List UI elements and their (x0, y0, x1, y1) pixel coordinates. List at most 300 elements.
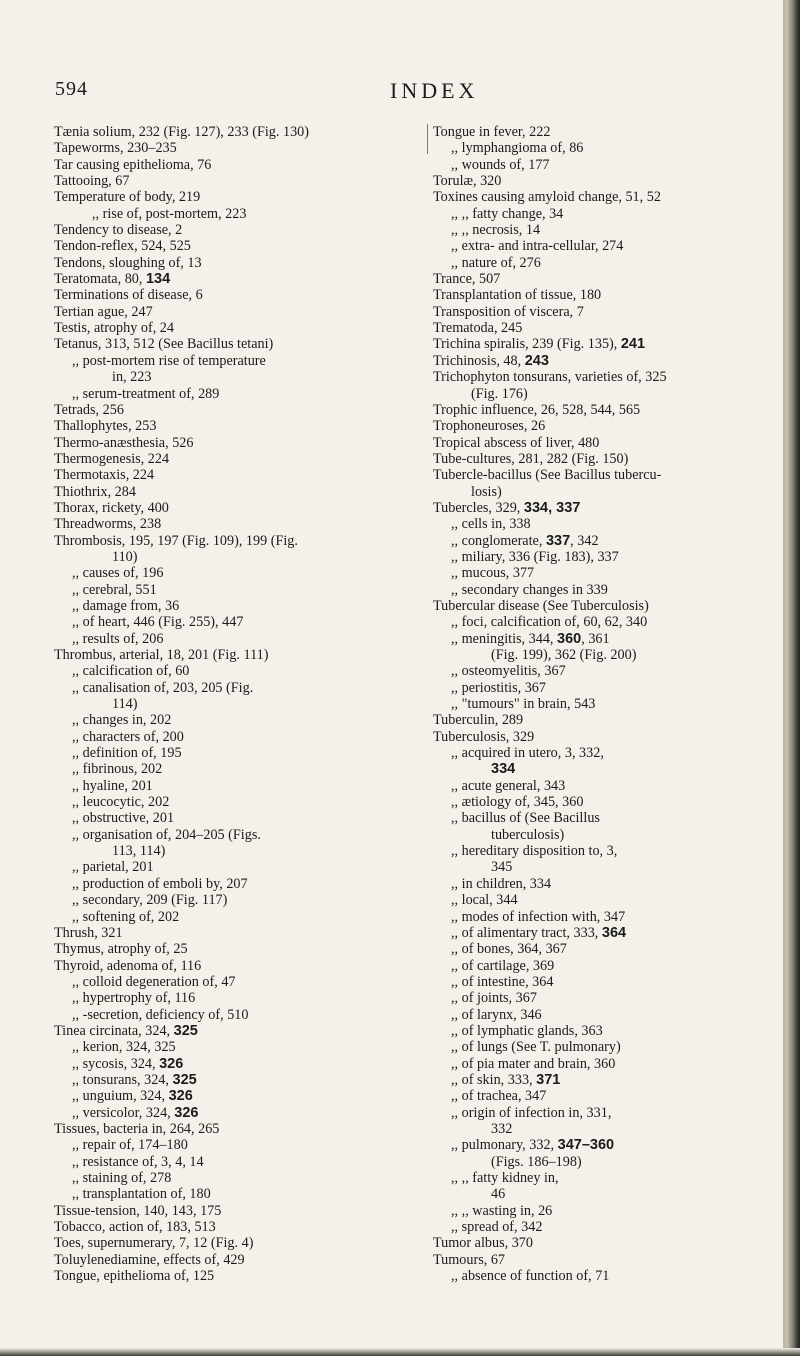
index-entry (433, 516, 779, 532)
index-entry (433, 1088, 779, 1104)
index-entry (54, 647, 422, 663)
index-entry (433, 582, 779, 598)
index-entry-text: ,, parietal, 201 (72, 859, 154, 876)
index-entry-text: Torulæ, 320 (433, 173, 502, 190)
index-entry-text: ,, causes of, 196 (72, 565, 164, 582)
index-entry (433, 1235, 779, 1251)
index-entry (54, 974, 422, 990)
index-entry (433, 255, 779, 271)
index-entry (54, 369, 422, 385)
index-entry-text: ,, leucocytic, 202 (72, 794, 170, 811)
index-entry (54, 794, 422, 810)
index-entry (54, 614, 422, 630)
index-entry-text: Toxines causing amyloid change, 51, 52 (433, 189, 661, 206)
index-entry-text: ,, hypertrophy of, 116 (72, 990, 196, 1007)
index-entry (54, 1137, 422, 1153)
index-entry (433, 451, 779, 467)
index-entry-text: ,, spread of, 342 (451, 1219, 543, 1236)
index-entry-text: Transposition of viscera, 7 (433, 303, 584, 320)
index-entry (433, 778, 779, 794)
index-entry-text: in, 223 (112, 369, 152, 386)
index-entry-text: ,, of trachea, 347 (451, 1088, 547, 1105)
index-entry (433, 402, 779, 418)
index-entry-text: ,, local, 344 (451, 892, 518, 909)
index-entry (54, 222, 422, 238)
index-entry-text: ,, of cartilage, 369 (451, 957, 555, 974)
index-entry (54, 157, 422, 173)
index-entry (433, 859, 779, 875)
index-entry-text: Transplantation of tissue, 180 (433, 287, 602, 304)
index-entry (54, 680, 422, 696)
index-entry (54, 729, 422, 745)
index-entry-text: Tetrads, 256 (54, 401, 124, 418)
index-entry (433, 958, 779, 974)
index-entry (54, 206, 422, 222)
index-entry-text: Toes, supernumerary, 7, 12 (Fig. 4) (54, 1235, 254, 1252)
index-entry-text: Tumor albus, 370 (433, 1235, 533, 1252)
index-entry-text: ,, rise of, post-mortem, 223 (92, 205, 247, 222)
index-entry-text: Tertian ague, 247 (54, 303, 153, 320)
index-entry (433, 484, 779, 500)
index-entry-text: Terminations of disease, 6 (54, 287, 203, 304)
index-entry-text: ,, damage from, 36 (72, 597, 180, 614)
index-entry-bold-page: 326 (168, 1088, 193, 1105)
index-entry-bold-page: 334, 337 (523, 499, 581, 516)
index-entry-text: Thermotaxis, 224 (54, 467, 155, 484)
index-entry-text: ,, secondary, 209 (Fig. 117) (72, 892, 228, 909)
index-entry-text: Thrush, 321 (54, 924, 123, 941)
index-entry (433, 827, 779, 843)
index-entry-text: Temperature of body, 219 (54, 189, 201, 206)
index-entry-bold-page: 134 (145, 271, 171, 288)
index-entry-text: ,, foci, calcification of, 60, 62, 340 (451, 614, 648, 631)
index-entry (54, 435, 422, 451)
index-entry (54, 1056, 422, 1072)
index-entry (433, 1105, 779, 1121)
index-entry (54, 500, 422, 516)
index-entry (433, 304, 779, 320)
index-entry (433, 173, 779, 189)
index-entry-text: losis) (471, 483, 502, 500)
index-entry-text: Tar causing epithelioma, 76 (54, 156, 212, 173)
index-entry (54, 712, 422, 728)
index-entry-text: Trichinosis, 48, (433, 352, 525, 369)
index-entry-text: ,, ,, wasting in, 26 (451, 1202, 553, 1219)
index-entry (433, 810, 779, 826)
index-entry (54, 484, 422, 500)
index-entry-text: tuberculosis) (491, 826, 565, 843)
index-entry-text: ,, kerion, 324, 325 (72, 1039, 176, 1056)
index-entry-text: ,, hyaline, 201 (72, 777, 153, 794)
index-entry (433, 647, 779, 663)
index-entry (433, 1072, 779, 1088)
index-entry (54, 516, 422, 532)
index-entry (54, 336, 422, 352)
index-entry-text: ,, characters of, 200 (72, 728, 184, 745)
index-entry (54, 1072, 422, 1088)
index-entry-text: Tongue in fever, 222 (433, 124, 551, 140)
index-entry-text: 114) (112, 696, 138, 713)
index-entry (433, 990, 779, 1006)
index-entry-text: ,, of pia mater and brain, 360 (451, 1055, 616, 1072)
index-entry-text: ,, hereditary disposition to, 3, (451, 843, 618, 860)
index-entry-text: Trichophyton tonsurans, varieties of, 325 (433, 369, 667, 386)
index-entry-bold-page: 326 (174, 1104, 199, 1121)
index-entry-text: Testis, atrophy of, 24 (54, 320, 174, 337)
index-entry (433, 876, 779, 892)
index-entry (54, 1170, 422, 1186)
index-entry (54, 761, 422, 777)
index-entry-text: ,, unguium, 324, (72, 1088, 169, 1105)
index-entry-bold-page: 326 (159, 1055, 184, 1072)
index-entry (433, 1268, 779, 1284)
index-entry-bold-page: 347–360 (557, 1137, 615, 1154)
index-entry (54, 925, 422, 941)
index-entry-text: ,, -secretion, deficiency of, 510 (72, 1006, 249, 1023)
index-entry-text: ,, periostitis, 367 (451, 679, 546, 696)
index-entry (433, 1007, 779, 1023)
index-entry (54, 353, 422, 369)
index-entry-text: Trophoneuroses, 26 (433, 418, 546, 435)
page-number: 594 (55, 78, 88, 100)
index-entry (433, 892, 779, 908)
index-entry-text: ,, canalisation of, 203, 205 (Fig. (72, 679, 254, 696)
index-entry-text: ,, serum-treatment of, 289 (72, 385, 220, 402)
index-entry (433, 680, 779, 696)
index-entry (433, 729, 779, 745)
index-entry (433, 336, 779, 352)
index-entry-text: Thallophytes, 253 (54, 418, 157, 435)
index-entry-text: Threadworms, 238 (54, 516, 162, 533)
index-entry (433, 1186, 779, 1202)
index-entry (54, 320, 422, 336)
index-entry (433, 909, 779, 925)
index-entry-text: ,, bacillus of (See Bacillus (451, 810, 600, 827)
index-entry (54, 941, 422, 957)
index-entry (54, 778, 422, 794)
index-entry-text: 332 (491, 1120, 513, 1137)
index-entry (54, 402, 422, 418)
index-entry-text: Tetanus, 313, 512 (See Bacillus tetani) (54, 336, 274, 353)
index-entry-bold-page: 371 (536, 1071, 561, 1088)
index-entry (54, 843, 422, 859)
index-entry (433, 369, 779, 385)
index-entry-text: ,, osteomyelitis, 367 (451, 663, 566, 680)
index-entry (433, 843, 779, 859)
index-entry-text: Trematoda, 245 (433, 320, 523, 337)
index-entry (433, 467, 779, 483)
index-entry (433, 206, 779, 222)
index-entry (54, 287, 422, 303)
index-entry (433, 124, 779, 140)
index-entry-text: ,, of larynx, 346 (451, 1006, 542, 1023)
index-entry-text-tail: , 342 (570, 532, 599, 549)
index-entry (54, 1039, 422, 1055)
index-entry-text: ,, of heart, 446 (Fig. 255), 447 (72, 614, 244, 631)
index-entry-text: Thorax, rickety, 400 (54, 499, 169, 516)
page-bottom-shadow (0, 1348, 800, 1356)
index-entry-text: Tattooing, 67 (54, 173, 130, 190)
index-entry (433, 631, 779, 647)
index-entry (433, 745, 779, 761)
index-entry-text: ,, results of, 206 (72, 630, 164, 647)
index-entry (54, 189, 422, 205)
index-entry-text: Thermogenesis, 224 (54, 450, 170, 467)
index-entry (54, 1121, 422, 1137)
index-entry (54, 876, 422, 892)
index-entry (54, 304, 422, 320)
index-entry (54, 1007, 422, 1023)
index-entry-text: Tendons, sloughing of, 13 (54, 254, 202, 271)
index-entry (433, 1154, 779, 1170)
index-entry-text: ,, fibrinous, 202 (72, 761, 163, 778)
index-entry (433, 598, 779, 614)
index-entry-text: ,, wounds of, 177 (451, 156, 550, 173)
index-entry (433, 435, 779, 451)
index-entry (433, 696, 779, 712)
index-entry-text: Tubercles, 329, (433, 499, 524, 516)
index-entry-text: Tinea circinata, 324, (54, 1022, 174, 1039)
index-entry-text: ,, tonsurans, 324, (72, 1071, 173, 1088)
index-entry-text: Trichina spiralis, 239 (Fig. 135), (433, 336, 621, 353)
index-entry-text: ,, of alimentary tract, 333, (451, 924, 602, 941)
index-entry-text: Tuberculin, 289 (433, 712, 524, 729)
index-entry (54, 1219, 422, 1235)
index-entry (54, 1252, 422, 1268)
index-entry-text: Tubercular disease (See Tuberculosis) (433, 597, 649, 614)
index-entry-text: Thrombus, arterial, 18, 201 (Fig. 111) (54, 647, 269, 663)
index-entry-text: ,, acquired in utero, 3, 332, (451, 745, 604, 762)
index-entry (54, 549, 422, 565)
index-entry (54, 1023, 422, 1039)
index-entry-text: Thyroid, adenoma of, 116 (54, 957, 202, 974)
index-entry (433, 941, 779, 957)
index-entry (433, 1170, 779, 1186)
index-entry (54, 696, 422, 712)
index-entry-text: ,, mucous, 377 (451, 565, 535, 582)
index-entry (54, 418, 422, 434)
index-entry-text: ,, of lymphatic glands, 363 (451, 1022, 603, 1039)
index-entry-text: ,, nature of, 276 (451, 254, 541, 271)
index-entry (54, 1235, 422, 1251)
index-entry (433, 287, 779, 303)
index-entry-text: ,, of skin, 333, (451, 1071, 537, 1088)
index-entry (54, 990, 422, 1006)
index-entry-text: ,, softening of, 202 (72, 908, 180, 925)
index-entry (54, 582, 422, 598)
index-entry-text: ,, pulmonary, 332, (451, 1137, 558, 1154)
index-entry-text: ,, modes of infection with, 347 (451, 908, 626, 925)
index-entry (433, 1039, 779, 1055)
index-entry-text: Tendency to disease, 2 (54, 222, 183, 239)
index-entry (433, 386, 779, 402)
index-entry (433, 1056, 779, 1072)
index-entry-text: (Figs. 186–198) (491, 1153, 582, 1170)
index-entry (433, 925, 779, 941)
index-entry-text: Trophic influence, 26, 528, 544, 565 (433, 401, 641, 418)
index-entry-text: Tube-cultures, 281, 282 (Fig. 150) (433, 450, 629, 467)
index-entry (433, 271, 779, 287)
index-entry-text: ,, extra- and intra-cellular, 274 (451, 238, 624, 255)
index-entry (54, 1088, 422, 1104)
index-entry (433, 1023, 779, 1039)
index-entry-bold-page: 334 (491, 761, 516, 778)
column-divider (427, 124, 428, 154)
index-entry-text: Thermo-anæsthesia, 526 (54, 434, 194, 451)
index-entry (433, 418, 779, 434)
index-entry (54, 859, 422, 875)
running-head: INDEX (390, 78, 479, 103)
index-entry-text: ,, lymphangioma of, 86 (451, 140, 584, 157)
index-entry-text: ,, staining of, 278 (72, 1170, 172, 1186)
index-entry-text: ,, production of emboli by, 207 (72, 875, 248, 892)
index-entry-text: (Fig. 199), 362 (Fig. 200) (491, 647, 637, 663)
index-entry (54, 631, 422, 647)
index-entry (54, 451, 422, 467)
index-entry (54, 810, 422, 826)
index-entry-text: ,, ,, fatty change, 34 (451, 205, 564, 222)
index-column-right (433, 124, 779, 1284)
index-entry-text: Thymus, atrophy of, 25 (54, 941, 188, 958)
index-entry-text: ,, changes in, 202 (72, 712, 172, 729)
index-entry-text: 113, 114) (112, 843, 166, 860)
index-entry-text: ,, of bones, 364, 367 (451, 941, 567, 958)
index-entry-text: ,, cerebral, 551 (72, 581, 157, 598)
index-entry (54, 467, 422, 483)
index-entry (433, 663, 779, 679)
index-entry (54, 1154, 422, 1170)
index-entry-text: Tobacco, action of, 183, 513 (54, 1219, 216, 1236)
index-entry-text: ,, post-mortem rise of temperature (72, 352, 266, 369)
index-entry (54, 1186, 422, 1202)
index-entry-text: ,, meningitis, 344, (451, 630, 558, 647)
index-entry-text: Tapeworms, 230–235 (54, 140, 177, 157)
index-entry-text: Tissue-tension, 140, 143, 175 (54, 1202, 222, 1219)
index-entry-text: ,, of lungs (See T. pulmonary) (451, 1039, 621, 1056)
index-entry-bold-page: 241 (620, 336, 646, 353)
index-entry (433, 974, 779, 990)
index-entry-text: ,, secondary changes in 339 (451, 581, 608, 598)
index-entry-text: ,, miliary, 336 (Fig. 183), 337 (451, 548, 619, 565)
index-entry-bold-page: 325 (173, 1022, 198, 1039)
index-entry (54, 958, 422, 974)
index-entry-text: ,, obstructive, 201 (72, 810, 175, 827)
index-entry (54, 386, 422, 402)
index-entry (433, 614, 779, 630)
index-entry (54, 124, 422, 140)
index-entry-text: ,, versicolor, 324, (72, 1104, 175, 1121)
index-entry-text: 345 (491, 859, 513, 876)
index-entry-text: ,, of intestine, 364 (451, 973, 554, 990)
index-entry-text: Teratomata, 80, (54, 271, 146, 288)
index-entry-text: Tubercle-bacillus (See Bacillus tubercu- (433, 467, 662, 484)
index-entry-text: ,, absence of function of, 71 (451, 1268, 610, 1285)
index-entry (433, 353, 779, 369)
index-entry-text: ,, calcification of, 60 (72, 663, 190, 680)
index-entry-bold-page: 325 (172, 1071, 197, 1088)
index-entry-text: Trance, 507 (433, 271, 501, 288)
index-entry-text: ,, ætiology of, 345, 360 (451, 794, 584, 811)
index-entry-text: Tuberculosis, 329 (433, 728, 535, 745)
index-entry (54, 663, 422, 679)
index-entry (433, 1121, 779, 1137)
index-entry (433, 157, 779, 173)
index-entry-text: Tumours, 67 (433, 1251, 506, 1268)
index-entry-text: ,, "tumours" in brain, 543 (451, 696, 596, 713)
index-entry (433, 320, 779, 336)
index-entry (54, 271, 422, 287)
index-entry-text: Thiothrix, 284 (54, 483, 136, 500)
index-entry (433, 794, 779, 810)
index-entry-text: ,, repair of, 174–180 (72, 1137, 188, 1154)
index-entry (433, 1252, 779, 1268)
index-entry (54, 533, 422, 549)
index-entry-text-tail: , 361 (581, 630, 610, 647)
index-entry-text: Tendon-reflex, 524, 525 (54, 238, 191, 255)
index-entry-text: ,, in children, 334 (451, 875, 552, 892)
index-entry-text: ,, cells in, 338 (451, 516, 531, 533)
index-entry (433, 533, 779, 549)
index-entry-text: ,, definition of, 195 (72, 745, 182, 762)
index-entry-text: 110) (112, 548, 138, 565)
index-entry (433, 238, 779, 254)
index-entry (54, 1203, 422, 1219)
index-entry (433, 1203, 779, 1219)
index-entry-text: Tongue, epithelioma of, 125 (54, 1268, 215, 1285)
book-spine-edge (786, 0, 800, 1356)
index-entry (433, 500, 779, 516)
index-entry-text: ,, acute general, 343 (451, 777, 566, 794)
index-entry-text: ,, of joints, 367 (451, 990, 537, 1007)
index-entry-text: Thrombosis, 195, 197 (Fig. 109), 199 (Fig. (54, 532, 298, 549)
index-entry-text: Toluylenediamine, effects of, 429 (54, 1251, 245, 1268)
index-entry (54, 565, 422, 581)
index-entry (433, 712, 779, 728)
index-entry (54, 173, 422, 189)
index-entry-text: Tissues, bacteria in, 264, 265 (54, 1120, 220, 1137)
index-entry-text: ,, conglomerate, (451, 532, 546, 549)
index-entry-text: (Fig. 176) (471, 385, 528, 402)
index-entry-text: ,, ,, fatty kidney in, (451, 1170, 559, 1186)
index-entry-text: Tropical abscess of liver, 480 (433, 434, 600, 451)
index-entry (54, 140, 422, 156)
index-entry-text: Tænia solium, 232 (Fig. 127), 233 (Fig. 130) (54, 124, 309, 140)
index-entry (54, 1105, 422, 1121)
index-entry-text: ,, organisation of, 204–205 (Figs. (72, 826, 261, 843)
index-entry (433, 140, 779, 156)
index-entry (54, 892, 422, 908)
index-entry-text: ,, ,, necrosis, 14 (451, 222, 541, 239)
index-entry-text: ,, resistance of, 3, 4, 14 (72, 1153, 204, 1170)
index-entry (54, 909, 422, 925)
index-entry (54, 255, 422, 271)
index-entry-bold-page: 360 (557, 630, 582, 647)
index-entry-bold-page: 364 (601, 924, 627, 941)
index-entry (433, 1137, 779, 1153)
index-entry (433, 222, 779, 238)
index-entry-bold-page: 243 (524, 352, 549, 369)
index-entry (54, 827, 422, 843)
index-entry-text: ,, sycosis, 324, (72, 1055, 160, 1072)
index-entry (433, 549, 779, 565)
index-entry (433, 761, 779, 777)
page-header (0, 78, 760, 108)
index-entry-text: ,, transplantation of, 180 (72, 1186, 211, 1203)
index-entry (54, 745, 422, 761)
index-entry (433, 189, 779, 205)
index-column-left (54, 124, 422, 1284)
index-entry-text: ,, origin of infection in, 331, (451, 1104, 612, 1121)
